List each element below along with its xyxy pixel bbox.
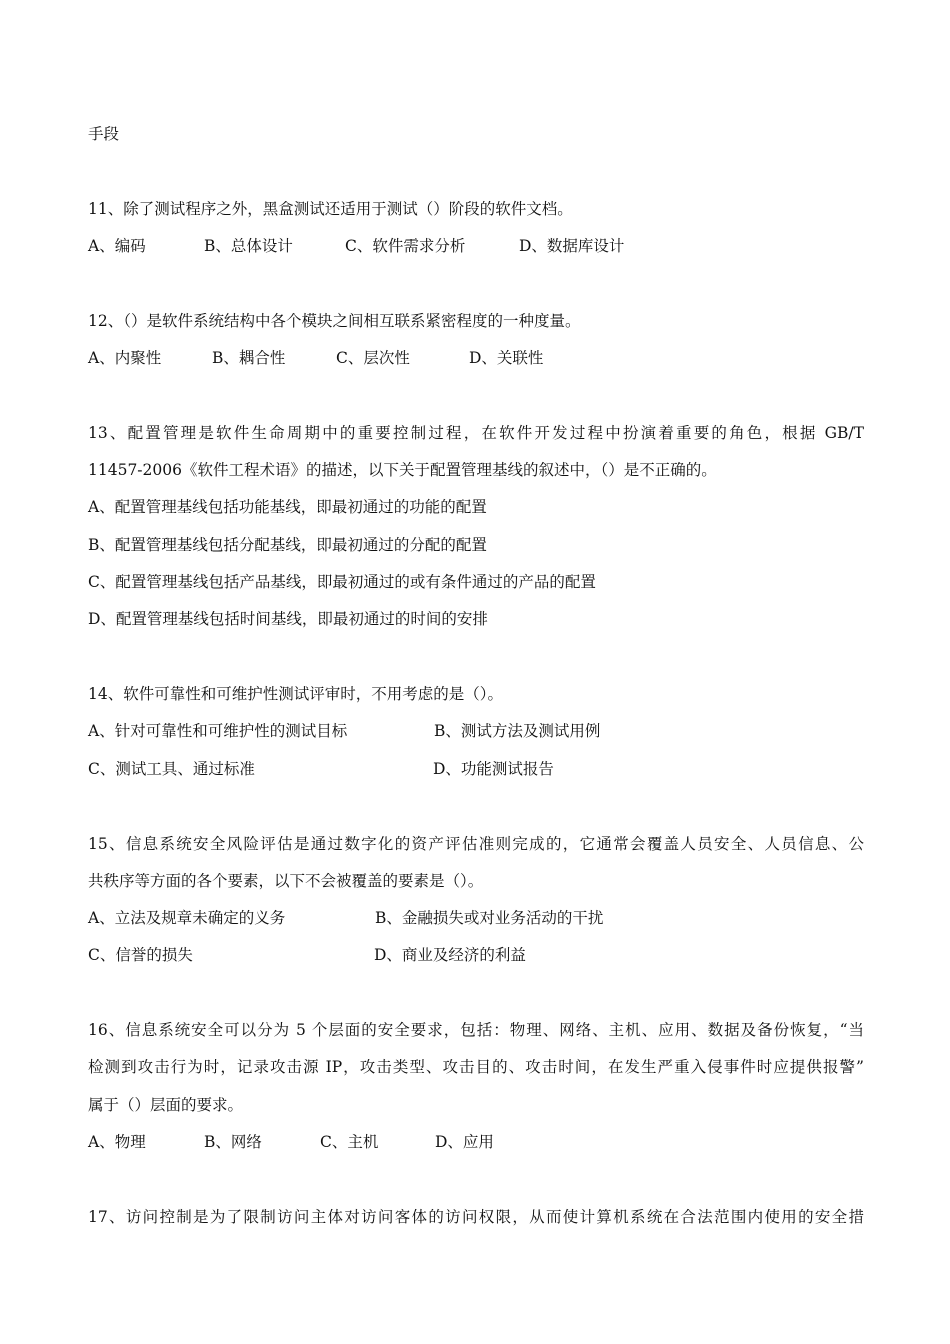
question-13-option-d: D、配置管理基线包括时间基线，即最初通过的时间的安排 xyxy=(88,610,488,628)
question-12-stem: 12、（）是软件系统结构中各个模块之间相互联系紧密程度的一种度量。 xyxy=(88,312,581,330)
question-12-option-b: B、耦合性 xyxy=(212,349,286,367)
question-11-stem: 11、除了测试程序之外，黑盒测试还适用于测试（）阶段的软件文档。 xyxy=(88,200,573,218)
question-16-option-c: C、主机 xyxy=(320,1133,379,1151)
question-11-option-b: B、总体设计 xyxy=(204,237,293,255)
question-13-stem-line-2: 11457-2006《软件工程术语》的描述，以下关于配置管理基线的叙述中，（）是不正确的。 xyxy=(88,461,717,479)
question-16-option-a: A、物理 xyxy=(88,1133,146,1151)
question-16-stem-line-3: 属于（）层面的要求。 xyxy=(88,1096,244,1114)
question-15-option-b: B、金融损失或对业务活动的干扰 xyxy=(375,909,604,927)
question-15-option-a: A、立法及规章未确定的义务 xyxy=(88,909,286,927)
question-16-stem-line-1: 16、信息系统安全可以分为 5 个层面的安全要求，包括：物理、网络、主机、应用、数据及备份恢复，“当 xyxy=(88,1021,864,1039)
text-fragment: 手段 xyxy=(88,125,120,143)
question-13-option-a: A、配置管理基线包括功能基线，即最初通过的功能的配置 xyxy=(88,498,487,516)
question-11-option-d: D、数据库设计 xyxy=(519,237,625,255)
question-14-option-d: D、功能测试报告 xyxy=(433,760,554,778)
question-15-option-d: D、商业及经济的利益 xyxy=(374,946,526,964)
question-17-stem-line-1: 17、访问控制是为了限制访问主体对访问客体的访问权限，从而使计算机系统在合法范围内使用的安全措 xyxy=(88,1208,864,1226)
question-11-option-c: C、软件需求分析 xyxy=(345,237,466,255)
question-15-stem-line-1: 15、信息系统安全风险评估是通过数字化的资产评估准则完成的，它通常会覆盖人员安全、人员信息、公 xyxy=(88,835,864,853)
question-14-option-a: A、针对可靠性和可维护性的测试目标 xyxy=(88,722,348,740)
question-12-option-d: D、关联性 xyxy=(469,349,544,367)
question-12-option-c: C、层次性 xyxy=(336,349,410,367)
question-16-option-d: D、应用 xyxy=(435,1133,494,1151)
question-14-option-c: C、测试工具、通过标准 xyxy=(88,760,255,778)
question-13-stem-line-1: 13、配置管理是软件生命周期中的重要控制过程，在软件开发过程中扮演着重要的角色，根据 GB/T xyxy=(88,424,864,442)
question-11-option-a: A、编码 xyxy=(88,237,146,255)
question-14-stem: 14、软件可靠性和可维护性测试评审时，不用考虑的是（）。 xyxy=(88,685,503,703)
question-13-option-b: B、配置管理基线包括分配基线，即最初通过的分配的配置 xyxy=(88,536,487,554)
question-14-option-b: B、测试方法及测试用例 xyxy=(434,722,601,740)
question-12-option-a: A、内聚性 xyxy=(88,349,162,367)
question-13-option-c: C、配置管理基线包括产品基线，即最初通过的或有条件通过的产品的配置 xyxy=(88,573,596,591)
question-16-stem-line-2: 检测到攻击行为时，记录攻击源 IP，攻击类型、攻击目的、攻击时间，在发生严重入侵事件时应提供报警” xyxy=(88,1058,864,1076)
question-16-option-b: B、网络 xyxy=(204,1133,262,1151)
question-15-option-c: C、信誉的损失 xyxy=(88,946,193,964)
question-15-stem-line-2: 共秩序等方面的各个要素，以下不会被覆盖的要素是（）。 xyxy=(88,872,484,890)
